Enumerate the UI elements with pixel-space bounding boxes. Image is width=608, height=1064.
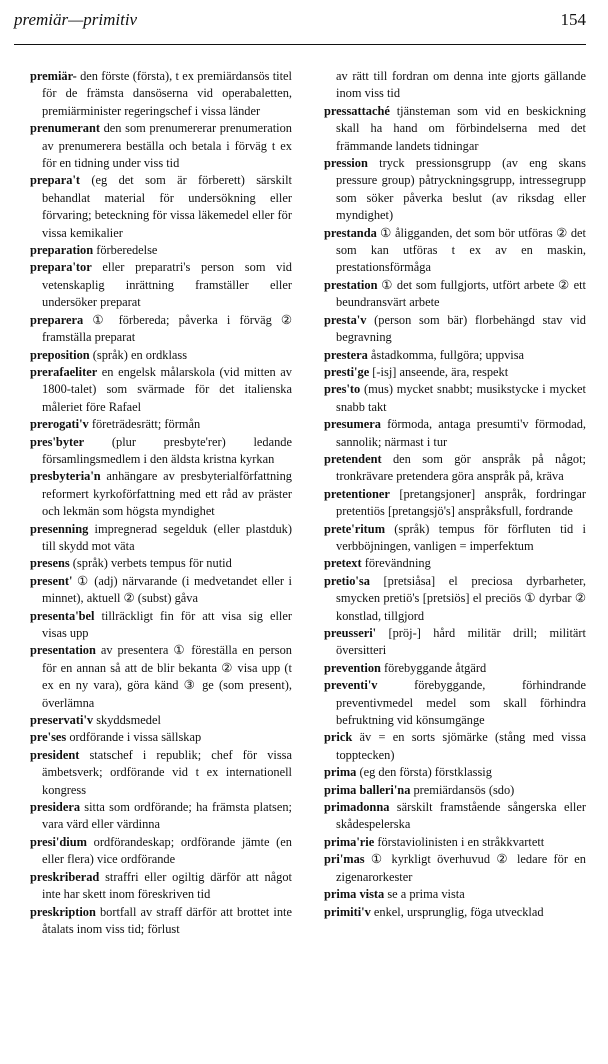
entry-headword: pre'ses xyxy=(30,730,67,745)
entry-headword: presenta'bel xyxy=(30,608,95,623)
entry-definition: ordförande i vissa sällskap xyxy=(66,730,202,745)
dictionary-entry xyxy=(30,416,292,433)
dictionary-entry xyxy=(324,625,586,660)
entry-headword: preparera xyxy=(30,312,84,327)
entry-headword: presentation xyxy=(30,643,96,658)
entry-headword: presens xyxy=(30,556,70,571)
dictionary-entry xyxy=(324,677,586,729)
entry-headword: primadonna xyxy=(324,800,390,815)
entry-definition: förevändning xyxy=(361,556,431,571)
dictionary-entry xyxy=(30,712,292,729)
page-title: premiär—primitiv xyxy=(14,10,138,29)
entry-headword: presi'dium xyxy=(30,834,87,849)
entry-headword: prevention xyxy=(324,660,381,675)
entry-headword: pressattaché xyxy=(324,103,390,118)
dictionary-entry xyxy=(324,364,586,381)
dictionary-entry xyxy=(30,120,292,172)
entry-headword: presbyteria'n xyxy=(30,469,101,484)
entry-definition: särskilt framstående sångerska eller skådespelerska xyxy=(336,800,586,832)
entry-definition: tryck pressionsgrupp (av eng skans pressure group) påtryckningsgrupp, intressegrupp som söker påverka beslut (av riksdag eller myndighet) xyxy=(336,156,586,223)
entry-definition: bortfall av straff därför att brottet inte åtalats inom viss tid; förlust xyxy=(42,904,292,936)
entry-headword: presenning xyxy=(30,521,89,536)
dictionary-entry xyxy=(324,799,586,834)
entry-headword: pres'byter xyxy=(30,434,85,449)
entry-definition: eller preparatri's person som vid vetenskaplig inrättning framställer eller undersöker preparat xyxy=(42,260,292,310)
entry-headword: preposition xyxy=(30,347,90,362)
entry-definition: ① åligganden, det som bör utföras ② det som kan utföras t ex av en maskin, prestationsförmåga xyxy=(336,225,586,275)
entry-headword: pri'mas xyxy=(324,852,365,867)
entry-definition: åstadkomma, fullgöra; uppvisa xyxy=(367,347,525,362)
entry-definition: ordförandeskap; ordförande jämte (en eller flera) vice ordförande xyxy=(42,834,292,867)
entry-definition: den som prenumererar prenumeration av prenumerera beställa och betala i förväg t ex för en tidning under viss tid xyxy=(42,121,292,171)
entry-definition: förstaviolinisten i en stråkkvartett xyxy=(374,834,545,849)
entry-definition: den som gör anspråk på något; tronkrävare pretendera göra anspråk på, kräva xyxy=(336,451,586,484)
entry-headword: pretendent xyxy=(324,451,382,466)
entry-headword: presti'ge xyxy=(324,364,370,379)
page-number: 154 xyxy=(560,10,586,29)
entry-definition: se a prima vista xyxy=(384,887,465,902)
entry-headword: presidera xyxy=(30,800,81,815)
dictionary-entry xyxy=(30,521,292,556)
dictionary-entry xyxy=(324,486,586,521)
dictionary-entry xyxy=(30,799,292,834)
dictionary-entry xyxy=(324,521,586,556)
entry-headword: preskription xyxy=(30,904,96,919)
entry-headword: prerogati'v xyxy=(30,417,89,432)
entry-headword: prestanda xyxy=(324,225,377,240)
dictionary-entry xyxy=(324,886,586,903)
entry-headword: prestation xyxy=(324,277,378,292)
entry-headword: pression xyxy=(324,156,368,171)
dictionary-entry xyxy=(30,434,292,469)
entry-headword: pres'to xyxy=(324,382,361,397)
entry-definition: [pretsiåsa] el preciosa dyrbarheter, smycken pretiö's [pretsiös] el preciös ① dyrbar ② konstlad, tillgjord xyxy=(336,573,586,623)
dictionary-entry xyxy=(30,364,292,416)
dictionary-entry xyxy=(30,904,292,939)
dictionary-entry xyxy=(324,381,586,416)
entry-definition: impregnerad segelduk (eller plastduk) till skydd mot väta xyxy=(42,521,292,553)
dictionary-entry xyxy=(324,155,586,225)
entry-definition: premiärdansös (sdo) xyxy=(410,782,515,797)
entry-definition: anhängare av presbyterialförfattning reformert kyrkoförfattning med ett råd av präster och lekmän som högsta myndighet xyxy=(42,469,292,519)
entry-definition: av presentera ① föreställa en person för en annan så att de blir bekanta ② visa upp (t ex en ny vara), göra känd ③ ge (som present), överlämna xyxy=(42,643,292,710)
entry-headword: prima vista xyxy=(324,887,385,902)
entry-headword: preparation xyxy=(30,243,94,258)
entry-headword: prenumerant xyxy=(30,121,100,136)
entry-definition: en engelsk målarskola (vid mitten av 1800-talet) som svärmade för det italienska måleriet före Rafael xyxy=(42,364,292,414)
entry-definition: förberedelse xyxy=(93,243,158,258)
entry-definition: förmoda, antaga presumti'v förmodad, sannolik; närmast i tur xyxy=(336,417,586,449)
entry-definition: förebyggande åtgärd xyxy=(380,660,487,675)
entry-definition: enkel, ursprunglig, föga utvecklad xyxy=(370,904,544,919)
page-header xyxy=(14,10,586,36)
dictionary-entry xyxy=(324,555,586,572)
entry-definition: (språk) en ordklass xyxy=(89,347,188,362)
dictionary-entry xyxy=(324,729,586,764)
entry-definition: äv = en sorts sjömärke (stång med vissa topptecken) xyxy=(336,730,586,762)
entry-definition: tillräckligt fin för att visa sig eller visas upp xyxy=(42,608,292,640)
entry-headword: pretext xyxy=(324,556,362,571)
entry-headword: preventi'v xyxy=(324,678,378,693)
entry-definition: (språk) verbets tempus för nutid xyxy=(69,556,232,571)
entry-headword: premiär- xyxy=(30,69,77,83)
dictionary-entry xyxy=(324,225,586,277)
dictionary-entry xyxy=(324,416,586,451)
entry-headword: preusseri' xyxy=(324,626,377,640)
dictionary-entry xyxy=(30,642,292,712)
entry-definition: (person som bär) florbehängd stav vid begravning xyxy=(336,312,586,345)
entry-headword: preservati'v xyxy=(30,713,94,728)
entry-headword: president xyxy=(30,747,80,762)
entry-headword: present' xyxy=(30,573,73,588)
entry-headword: prick xyxy=(324,730,353,745)
entry-definition: förebyggande, förhindrande preventivmedel medel som skall förhindra befruktning vid könsumgänge xyxy=(336,678,586,728)
dictionary-entry xyxy=(324,782,586,799)
dictionary-entry xyxy=(30,312,292,347)
dictionary-entry xyxy=(324,103,586,155)
entry-headword: presta'v xyxy=(324,312,367,327)
entry-headword: presumera xyxy=(324,417,381,432)
dictionary-entry xyxy=(324,312,586,347)
dictionary-entry xyxy=(30,172,292,242)
entry-definition: den förste (första), t ex premiärdansös titel för de främsta dansöserna vid operabaletten, premiärminister regeringschef i vissa länder xyxy=(42,69,292,118)
entry-headword: prima'rie xyxy=(324,834,375,849)
entry-headword: prepara't xyxy=(30,173,81,188)
dictionary-entry xyxy=(30,608,292,643)
entry-definition: tjänsteman som vid en beskickning skall ha hand om förbindelserna med det främmande landets tidningar xyxy=(336,103,586,153)
entry-definition: (språk) tempus för förfluten tid i verbböjningen, vanligen = imperfektum xyxy=(336,521,586,553)
dictionary-entry xyxy=(30,347,292,364)
dictionary-entry xyxy=(324,851,586,886)
entry-definition: ① förbereda; påverka i förväg ② framställa preparat xyxy=(42,312,292,345)
entry-definition: statschef i republik; chef för vissa ämbetsverk; ordförande vid t ex internationell kongress xyxy=(42,747,292,797)
dictionary-entry xyxy=(30,834,292,869)
entry-definition: ① det som fullgjorts, utfört arbete ② ett beundransvärt arbete xyxy=(336,277,586,310)
dictionary-entry xyxy=(324,277,586,312)
header-rule xyxy=(14,44,586,45)
entry-definition: [-isj] anseende, ära, respekt xyxy=(369,364,509,379)
dictionary-entry xyxy=(30,68,292,120)
entry-headword: primiti'v xyxy=(324,904,371,919)
dictionary-entry xyxy=(324,451,586,486)
entry-definition: företrädesrätt; förmån xyxy=(88,417,201,432)
entry-headword: pretentioner xyxy=(324,486,390,501)
dictionary-entry xyxy=(30,468,292,520)
entry-headword: preskriberad xyxy=(30,869,100,884)
entry-definition: [pröj-] hård militär drill; militärt översitteri xyxy=(336,626,586,658)
entry-headword: prima xyxy=(324,765,357,780)
entry-definition: ① (adj) närvarande (i medvetandet eller i minnet), aktuell ② (subst) gåva xyxy=(42,573,292,606)
dictionary-entry xyxy=(30,259,292,311)
entry-definition: av rätt till fordran om denna inte gjorts gällande inom viss tid xyxy=(336,69,586,101)
entry-headword: prestera xyxy=(324,347,368,362)
entry-headword: prerafaeliter xyxy=(30,364,98,379)
dictionary-entry xyxy=(324,68,586,103)
entry-definition: straffri eller ogiltig därför att något inte har skett inom föreskriven tid xyxy=(42,869,292,902)
entry-headword: prima balleri'na xyxy=(324,782,411,797)
dictionary-entry xyxy=(324,347,586,364)
dictionary-entry xyxy=(324,834,586,851)
dictionary-entry xyxy=(30,555,292,572)
entry-definition: (mus) mycket snabbt; musikstycke i mycket snabb takt xyxy=(336,382,586,414)
dictionary-entry xyxy=(30,729,292,746)
entry-headword: prete'ritum xyxy=(324,521,386,536)
entry-definition: (plur presbyte'rer) ledande församlingsmedlem i den äldsta kristna kyrkan xyxy=(42,434,292,466)
entry-definition: sitta som ordförande; ha främsta platsen; vara värd eller värdinna xyxy=(42,800,292,832)
dictionary-entry xyxy=(324,764,586,781)
entry-definition: ① kyrkligt överhuvud ② ledare för en zigenarorkester xyxy=(336,852,586,884)
entry-headword: pretio'sa xyxy=(324,573,370,588)
entry-definition: skyddsmedel xyxy=(93,713,161,728)
dictionary-entry xyxy=(324,660,586,677)
left-column xyxy=(30,68,292,938)
dictionary-entry xyxy=(324,904,586,921)
right-column xyxy=(324,68,586,921)
entry-definition: (eg det som är förberett) särskilt behandlat material för undersökning eller förvaring; beteckning för vissa läkemedel eller för vissa kemikalier xyxy=(42,173,292,240)
dictionary-entry xyxy=(324,573,586,625)
dictionary-entry xyxy=(30,869,292,904)
dictionary-entry xyxy=(30,747,292,799)
entry-headword: prepara'tor xyxy=(30,260,92,275)
entry-definition: (eg den första) förstklassig xyxy=(356,765,492,780)
entry-definition: [pretangsjoner] anspråk, fordringar pretentiös [pretangsjö's] anspråksfull, fordrande xyxy=(336,486,586,519)
dictionary-entry xyxy=(30,573,292,608)
dictionary-entry xyxy=(30,242,292,259)
